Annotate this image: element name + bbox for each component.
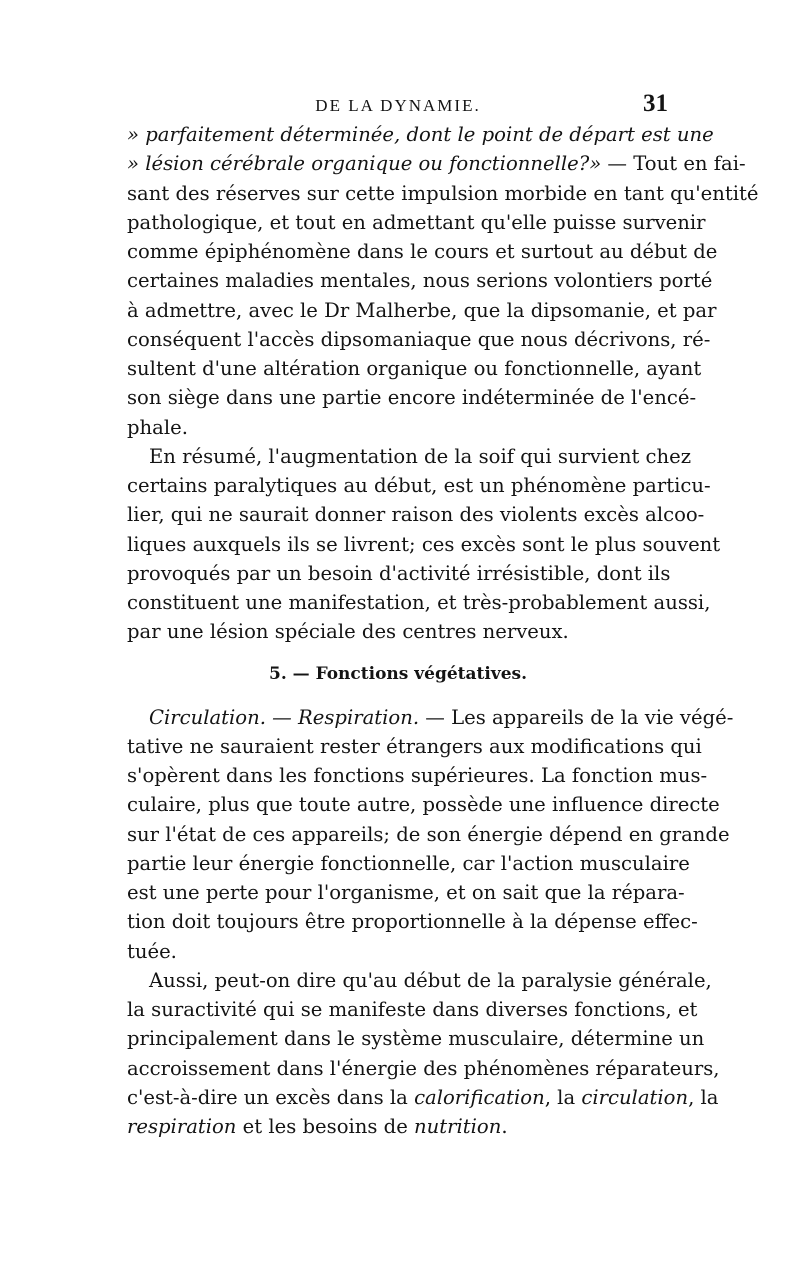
text-span: , la xyxy=(688,1085,719,1109)
text-line: liques auxquels ils se livrent; ces excès sont le plus souvent xyxy=(127,532,721,556)
text-line: à admettre, avec le Dr Malherbe, que la dipsomanie, et par xyxy=(127,298,717,322)
text-line: sant des réserves sur cette impulsion morbide en tant qu'entité xyxy=(127,181,759,205)
text-line: tative ne sauraient rester étrangers aux modifications qui xyxy=(127,734,702,758)
text-span: et les besoins de xyxy=(236,1115,415,1138)
paragraph-1 xyxy=(127,120,759,442)
body-text xyxy=(127,120,759,1141)
text-line: Aussi, peut-on dire qu'au début de la paralysie générale, xyxy=(149,968,712,992)
paragraph-4 xyxy=(127,966,720,1142)
paragraph-2 xyxy=(127,442,721,647)
emphasis: respiration xyxy=(127,1115,237,1138)
text-line xyxy=(127,1112,669,1141)
page-header xyxy=(128,92,668,122)
text-line: sultent d'une altération organique ou fonctionnelle, ayant xyxy=(127,357,702,380)
text-line: accroissement dans l'énergie des phénomènes réparateurs, xyxy=(127,1056,720,1080)
emphasis: nutrition xyxy=(414,1115,502,1138)
text-line: En résumé, l'augmentation de la soif qui survient chez xyxy=(149,444,692,468)
text-line: pathologique, et tout en admettant qu'elle puisse survenir xyxy=(127,210,706,234)
text-line: certaines maladies mentales, nous serions volontiers porté xyxy=(127,269,713,293)
text-line: s'opèrent dans les fonctions supérieures. La fonction mus- xyxy=(127,764,708,787)
text-line: la suractivité qui se manifeste dans diverses fonctions, et xyxy=(127,998,698,1021)
page-number: 31 xyxy=(643,90,668,117)
emphasis: circulation xyxy=(581,1085,689,1109)
text-line: certains paralytiques au début, est un phénomène particu- xyxy=(127,474,711,497)
text-line: sur l'état de ces appareils; de son énergie dépend en grande xyxy=(127,822,730,846)
text-span: . xyxy=(501,1115,508,1138)
text-line: son siège dans une partie encore indéterminée de l'encé- xyxy=(127,386,697,410)
text-line: lier, qui ne saurait donner raison des violents excès alcoo- xyxy=(127,503,705,527)
text-line: conséquent l'accès dipsomaniaque que nous décrivons, ré- xyxy=(127,327,711,351)
text-span: , la xyxy=(544,1085,582,1109)
text-line: principalement dans le système musculaire, détermine un xyxy=(127,1027,705,1051)
text-line: tuée. xyxy=(127,939,177,963)
subsection-title: Circulation. — Respiration. xyxy=(149,705,420,729)
text-span: c'est-à-dire un excès dans la xyxy=(127,1085,415,1109)
paragraph-3 xyxy=(127,703,734,966)
text-line: partie leur énergie fonctionnelle, car l'action musculaire xyxy=(127,851,690,875)
emphasis: calorification xyxy=(414,1085,545,1109)
text-line: est une perte pour l'organisme, et on sait que la répara- xyxy=(127,881,685,904)
text-span: — Les appareils de la vie végé- xyxy=(419,705,734,729)
text-line: tion doit toujours être proportionnelle à la dépense effec- xyxy=(127,910,698,934)
section-heading: 5. — Fonctions végétatives. xyxy=(268,663,528,684)
text-line: phale. xyxy=(127,415,188,439)
text-line xyxy=(127,1083,719,1112)
quoted-question: » lésion cérébrale organique ou fonctionnelle?» xyxy=(127,152,602,176)
running-head: DE LA DYNAMIE. xyxy=(315,96,481,115)
text-line xyxy=(127,149,746,178)
text-line: provoqués par un besoin d'activité irrésistible, dont ils xyxy=(127,561,671,585)
text-line xyxy=(127,703,734,732)
text-line: culaire, plus que toute autre, possède une influence directe xyxy=(127,793,720,817)
text-line: par une lésion spéciale des centres nerveux. xyxy=(127,620,569,644)
text-line: constituent une manifestation, et très-probablement aussi, xyxy=(127,591,711,614)
text-line: » parfaitement déterminée, dont le point de départ est une xyxy=(127,123,714,146)
text-line: comme épiphénomène dans le cours et surtout au début de xyxy=(127,240,718,263)
text-span: — Tout en fai- xyxy=(601,152,746,176)
